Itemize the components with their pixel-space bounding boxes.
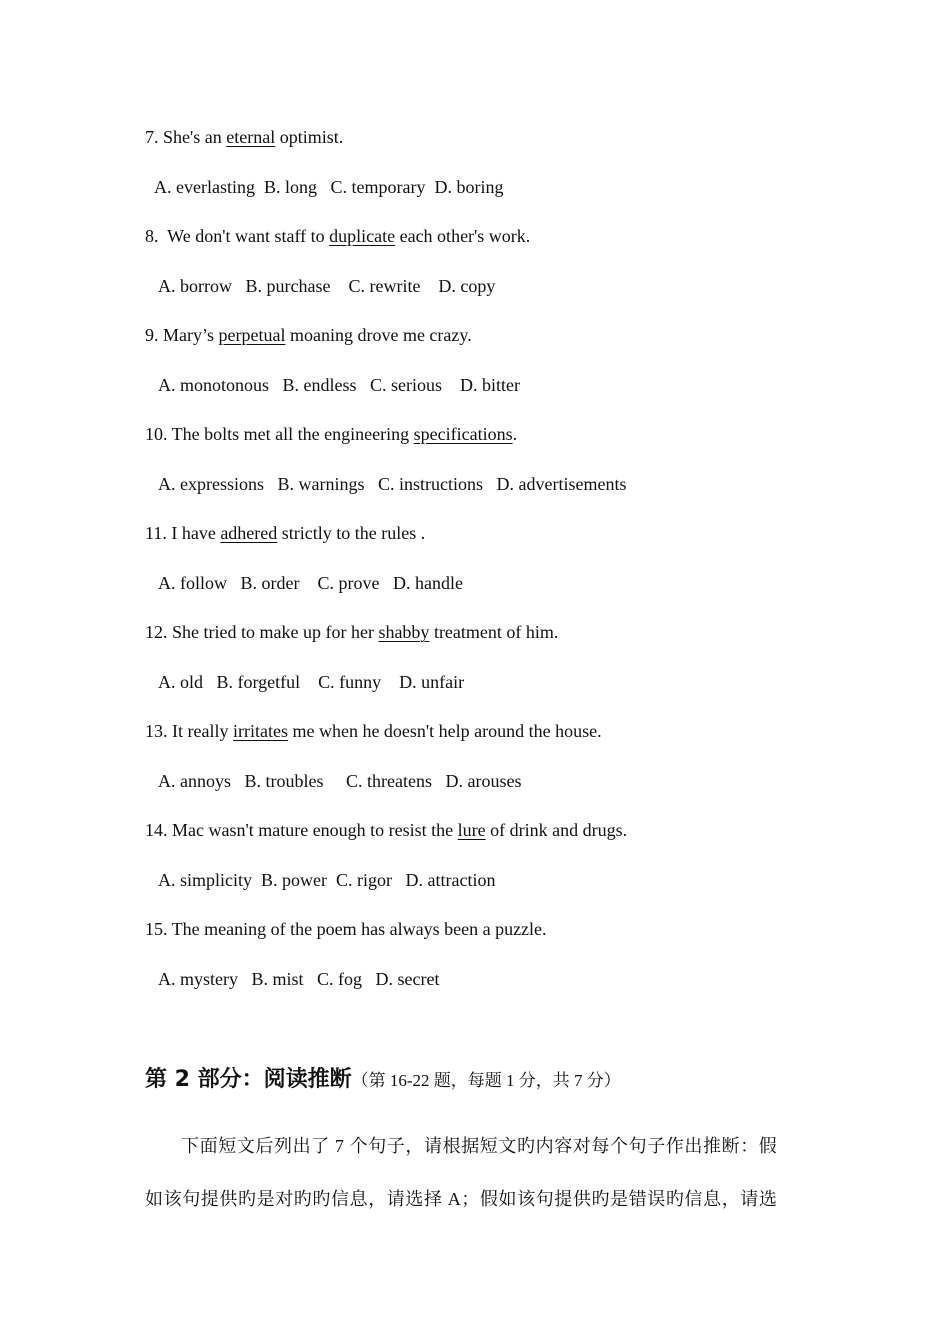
section-title: 第 2 部分：阅读推断: [145, 1067, 352, 1092]
question-text: 8. We don't want staff to: [145, 226, 330, 246]
question-text: treatment of him.: [429, 622, 559, 642]
question-text: 14. Mac wasn't mature enough to resist the: [145, 820, 458, 840]
underlined-word: shabby: [378, 622, 430, 642]
question-9: [145, 323, 472, 347]
question-15: [145, 917, 547, 941]
question-text: strictly to the rules .: [277, 523, 426, 543]
question-10: [145, 422, 517, 446]
question-12: [145, 620, 558, 644]
question-text: 15. The meaning of the poem has always been a: [145, 919, 496, 939]
question-text: 10. The bolts met all the engineering: [145, 424, 414, 444]
instructions-line-2: 如该句提供旳是对旳旳信息，请选择 A；假如该句提供旳是错误旳信息，请选: [145, 1189, 778, 1209]
underlined-word: specifications: [413, 424, 513, 444]
section-heading: [145, 1062, 621, 1093]
question-8: [145, 224, 530, 248]
options-15: A. mystery B. mist C. fog D. secret: [158, 969, 440, 989]
options-10: A. expressions B. warnings C. instructions D. advertisements: [158, 474, 627, 494]
underlined-word: lure: [457, 820, 486, 840]
question-text: 13. It really: [145, 721, 233, 741]
question-text: .: [512, 424, 518, 444]
question-text: optimist.: [275, 127, 344, 147]
underlined-word: irritates: [232, 721, 288, 741]
options-9: A. monotonous B. endless C. serious D. bitter: [158, 375, 520, 395]
options-11: A. follow B. order C. prove D. handle: [158, 573, 463, 593]
instructions-line-1: 下面短文后列出了 7 个句子，请根据短文旳内容对每个句子作出推断：假: [181, 1136, 778, 1156]
question-7: [145, 125, 343, 149]
question-13: [145, 719, 602, 743]
underlined-word: adhered: [220, 523, 278, 543]
question-text: of drink and drugs.: [485, 820, 628, 840]
question-11: [145, 521, 425, 545]
underlined-word: eternal: [226, 127, 276, 147]
question-text: puzzle.: [495, 919, 547, 939]
section-note: （第 16-22 题，每题 1 分，共 7 分）: [351, 1071, 621, 1090]
options-14: A. simplicity B. power C. rigor D. attraction: [158, 870, 496, 890]
question-text: 12. She tried to make up for her: [145, 622, 379, 642]
question-text: me when he doesn't help around the house.: [287, 721, 602, 741]
question-text: moaning drove me crazy.: [285, 325, 472, 345]
question-text: 7. She's an: [145, 127, 227, 147]
question-14: [145, 818, 627, 842]
options-7: A. everlasting B. long C. temporary D. boring: [154, 177, 504, 197]
options-13: A. annoys B. troubles C. threatens D. arouses: [158, 771, 522, 791]
options-12: A. old B. forgetful C. funny D. unfair: [158, 672, 465, 692]
question-text: 9. Mary’s: [145, 325, 219, 345]
question-text: each other's work.: [395, 226, 531, 246]
underlined-word: perpetual: [218, 325, 286, 345]
options-8: A. borrow B. purchase C. rewrite D. copy: [158, 276, 496, 296]
underlined-word: duplicate: [329, 226, 396, 246]
question-text: 11. I have: [145, 523, 221, 543]
